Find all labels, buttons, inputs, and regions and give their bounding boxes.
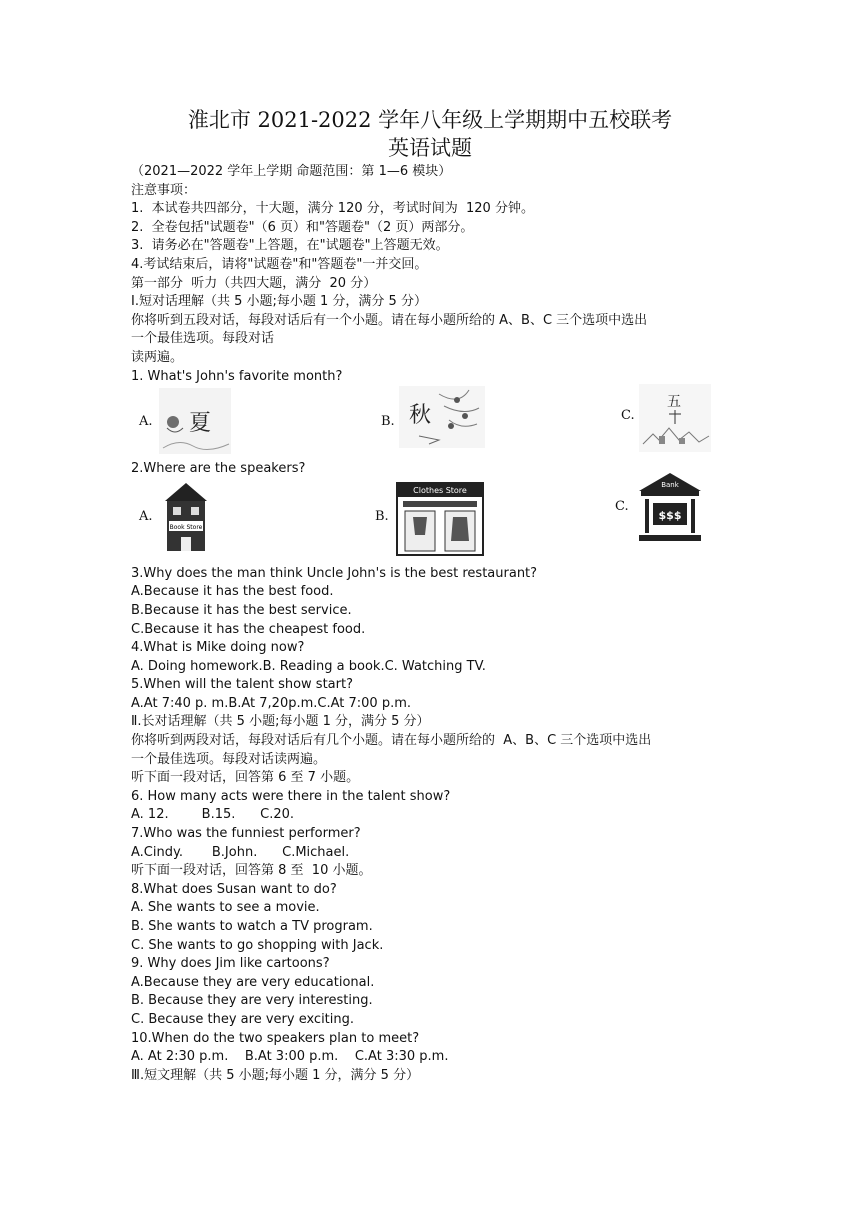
clothes-store-sign: Clothes Store <box>413 485 467 495</box>
answer-option: C. Because they are very exciting. <box>131 1011 355 1027</box>
book-store-sign: Book Store <box>169 523 203 531</box>
summer-char: 夏 <box>189 411 212 437</box>
answer-option: B. Because they are very interesting. <box>131 993 373 1009</box>
q2-picture-options <box>131 479 741 565</box>
notes-heading: 注意事项： <box>131 182 197 198</box>
answer-option: B. She wants to watch a TV program. <box>131 919 373 934</box>
option-c-label: C. <box>621 408 635 424</box>
section-heading: Ⅲ.短文理解（共 5 小题;每小题 1 分，满分 5 分） <box>131 1067 420 1083</box>
question-7: 7.Who was the funniest performer? <box>131 826 361 842</box>
section-instructions: 你将听到五段对话，每段对话后有一个小题。请在每小题所给的 A、B、C 三个选项中选出 <box>131 312 648 328</box>
answer-option: C. She wants to go shopping with Jack. <box>131 937 384 953</box>
option-c-label: C. <box>615 498 629 514</box>
may-picture <box>639 384 711 452</box>
bank-sign: Bank <box>661 480 679 489</box>
question-4: 4.What is Mike doing now? <box>131 640 305 656</box>
option-b-label: B. <box>375 508 389 524</box>
question-6: 6. How many acts were there in the talent show? <box>131 788 451 804</box>
autumn-picture <box>399 386 485 448</box>
option-a-label: A. <box>139 414 153 430</box>
answer-options: A. Doing homework.B. Reading a book.C. Watching TV. <box>131 658 486 674</box>
bank-money-sign: $$$ <box>658 508 682 522</box>
answer-option: A. She wants to see a movie. <box>131 900 320 916</box>
answer-options: A.At 7:40 p. m.B.At 7,20p.m.C.At 7:00 p.m. <box>131 695 412 711</box>
exam-subject: 英语试题 <box>388 136 472 160</box>
question-9: 9. Why does Jim like cartoons? <box>131 956 330 972</box>
answer-options: A. 12. B.15. C.20. <box>131 807 295 823</box>
bank-picture <box>637 471 703 543</box>
section-heading: Ⅱ.长对话理解（共 5 小题;每小题 1 分，满分 5 分） <box>131 714 430 730</box>
answer-options: A. At 2:30 p.m. B.At 3:00 p.m. C.At 3:30 p.m. <box>131 1049 449 1065</box>
section-instructions: 一个最佳选项。每段对话读两遍。 <box>131 751 327 767</box>
note-item: 3. 请务必在"答题卷"上答题，在"试题卷"上答题无效。 <box>131 238 449 254</box>
section-instructions: 读两遍。 <box>131 349 184 365</box>
q1-picture-options <box>131 386 741 460</box>
option-a-label: A. <box>139 508 153 524</box>
summer-picture <box>159 388 231 454</box>
answer-option: B.Because it has the best service. <box>131 602 352 618</box>
question-10: 10.When do the two speakers plan to meet? <box>131 1030 420 1046</box>
question-2: 2.Where are the speakers? <box>131 461 306 477</box>
note-item: 2. 全卷包括"试题卷"（6 页）和"答题卷"（2 页）两部分。 <box>131 219 474 235</box>
question-5: 5.When will the talent show start? <box>131 677 353 693</box>
autumn-char: 秋 <box>409 403 432 429</box>
question-3: 3.Why does the man think Uncle John's is the best restaurant? <box>131 565 538 581</box>
answer-options: A.Cindy. B.John. C.Michael. <box>131 844 350 860</box>
section-instructions: 你将听到两段对话，每段对话后有几个小题。请在每小题所给的 A、B、C 三个选项中选出 <box>131 733 652 749</box>
question-1: 1. What's John's favorite month? <box>131 368 343 384</box>
may-char: 五 <box>667 394 681 411</box>
scope-line: （2021—2022 学年上学期 命题范围：第 1—6 模块） <box>131 164 452 179</box>
answer-option: C.Because it has the cheapest food. <box>131 621 366 637</box>
listening-instruction: 听下面一段对话，回答第 6 至 7 小题。 <box>131 770 360 786</box>
note-item: 4.考试结束后，请将"试题卷"和"答题卷"一并交回。 <box>131 256 428 272</box>
section-heading: Ⅰ.短对话理解（共 5 小题;每小题 1 分，满分 5 分） <box>131 294 427 310</box>
book-store-picture <box>161 481 211 553</box>
option-b-label: B. <box>381 414 395 430</box>
question-8: 8.What does Susan want to do? <box>131 881 337 897</box>
section-instructions: 一个最佳选项。每段对话 <box>131 331 275 347</box>
clothes-store-picture <box>395 481 485 557</box>
part-heading: 第一部分 听力（共四大题，满分 20 分） <box>131 275 377 291</box>
answer-option: A.Because they are very educational. <box>131 974 375 990</box>
exam-title: 淮北市 2021-2022 学年八年级上学期期中五校联考 <box>187 108 673 132</box>
exam-body <box>131 163 741 1085</box>
listening-instruction: 听下面一段对话，回答第 8 至 10 小题。 <box>131 863 372 879</box>
answer-option: A.Because it has the best food. <box>131 584 334 600</box>
note-item: 1. 本试卷共四部分，十大题，满分 120 分，考试时间为 120 分钟。 <box>131 201 534 217</box>
